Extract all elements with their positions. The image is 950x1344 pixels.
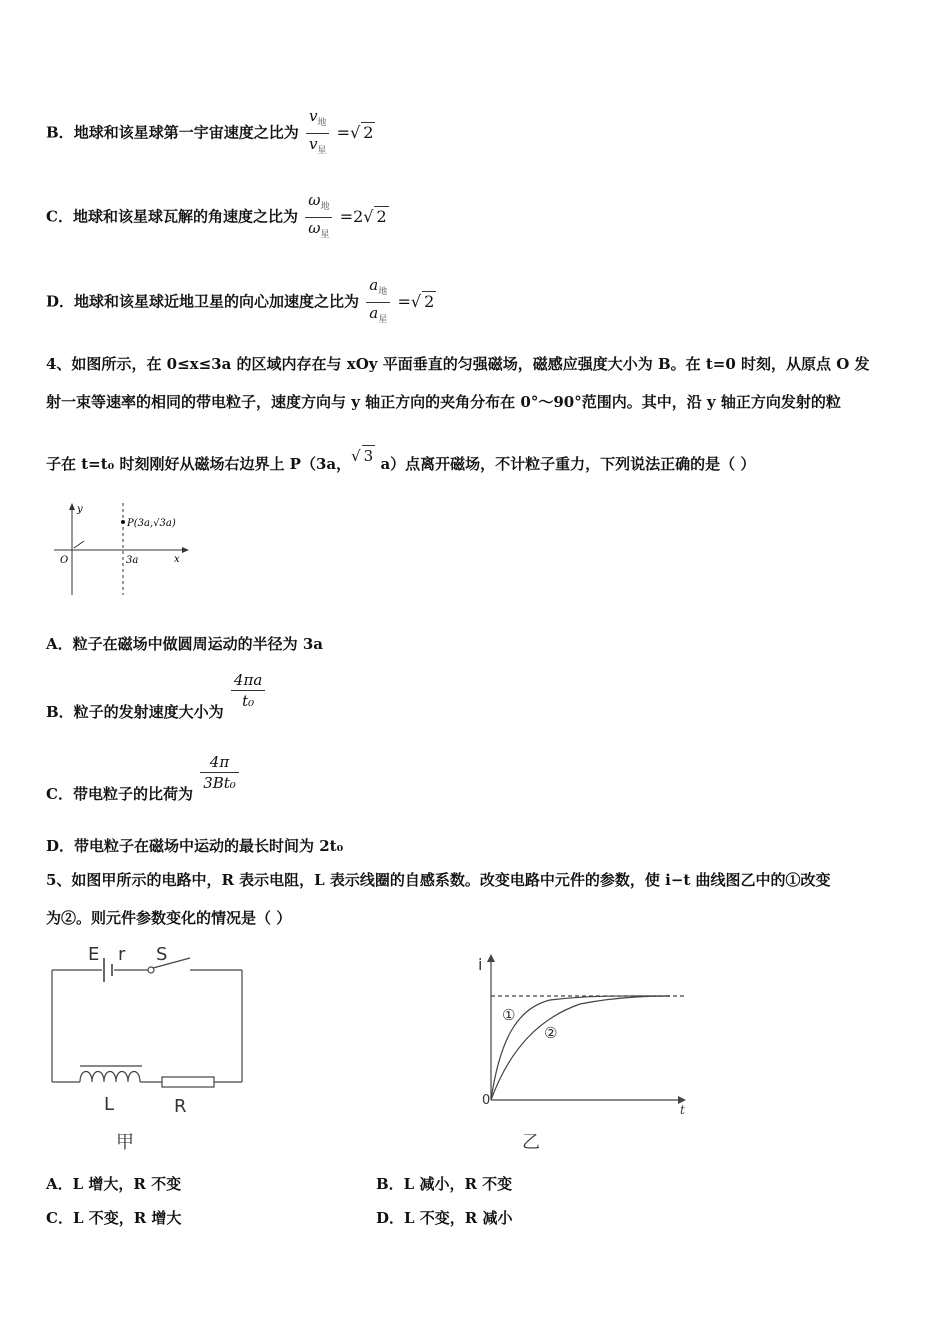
q3-option-d: D．地球和该星球近地卫星的向心加速度之比为 $\frac{a_地}{a_星}$ =√ 2 <box>46 275 436 330</box>
circuit-caption: 甲 <box>116 1132 134 1153</box>
q3-option-b: B．地球和该星球第一宇宙速度之比为 $\frac{v_地}{v_星}$ =√ 2 <box>46 106 375 161</box>
q4-option-a: A．粒子在磁场中做圆周运动的半径为 3a <box>46 635 324 653</box>
q5-option-c: C．L 不变，R 增大 <box>46 1209 182 1227</box>
y-axis-label: y <box>77 504 83 515</box>
x-axis-label: x <box>174 554 180 565</box>
origin-label: O <box>60 555 69 566</box>
fraction: $\frac{v_地}{v_星}$ <box>306 106 330 161</box>
q5-stem-line1: 5、如图甲所示的电路中，R 表示电阻，L 表示线圈的自感系数。改变电路中元件的参数，使 i−t 曲线图乙中的①改变 <box>46 871 831 889</box>
boundary-label: 3a <box>126 555 139 566</box>
curve-1-label: ① <box>502 1006 516 1024</box>
q4-stem-line1: 4、如图所示，在 0≤x≤3a 的区域内存在与 xOy 平面垂直的匀强磁场，磁感应强度大小为 B。在 t=0 时刻，从原点 O 发 <box>46 355 870 373</box>
q5-option-d: D．L 不变，R 减小 <box>376 1209 513 1227</box>
i-axis-label: i <box>478 955 483 974</box>
graph-origin-label: 0 <box>482 1093 491 1108</box>
t-axis-label: t <box>680 1103 685 1117</box>
q5-current-time-graph <box>470 948 695 1118</box>
q5-option-b: B．L 减小，R 不变 <box>376 1175 513 1193</box>
fraction: $\frac{\omega_地}{\omega_星}$ <box>305 190 332 245</box>
q4-option-c: C．带电粒子的比荷为 $\frac{4\pi}{\text{3Bt₀}}$ <box>46 752 241 793</box>
q5-option-a: A．L 增大，R 不变 <box>46 1175 182 1193</box>
resistor-label: R <box>174 1096 187 1117</box>
point-p-label: P(3a,√3a) <box>127 518 176 529</box>
q4-option-d: D．带电粒子在磁场中运动的最长时间为 2t₀ <box>46 837 344 855</box>
fraction: $\frac{a_地}{a_星}$ <box>366 275 390 330</box>
curve-2-label: ② <box>544 1024 558 1042</box>
q3-option-c: C．地球和该星球瓦解的角速度之比为 $\frac{\omega_地}{\omega_星}$ =2√ 2 <box>46 190 389 245</box>
q4-stem-line2: 射一束等速率的相同的带电粒子，速度方向与 y 轴正方向的夹角分布在 0°～90°范围内。其中，沿 y 轴正方向发射的粒 <box>46 393 841 411</box>
q5-circuit-diagram <box>44 940 254 1120</box>
q5-stem-line2: 为②。则元件参数变化的情况是（ ） <box>46 909 292 927</box>
switch-label: S <box>156 944 168 965</box>
q4-field-diagram <box>46 500 196 600</box>
q4-stem-line3: 子在 t=t₀ 时刻刚好从磁场右边界上 P（3a，√ 3 a）点离开磁场，不计粒子重力，下列说法正确的是（ ） <box>46 447 756 473</box>
internal-resistance-label: r <box>118 944 126 965</box>
graph-caption: 乙 <box>522 1132 540 1153</box>
battery-e-label: E <box>88 944 100 965</box>
q4-option-b: B．粒子的发射速度大小为 $\frac{4\pi a}{\text{t₀}}$ <box>46 670 267 711</box>
inductor-label: L <box>104 1094 115 1115</box>
